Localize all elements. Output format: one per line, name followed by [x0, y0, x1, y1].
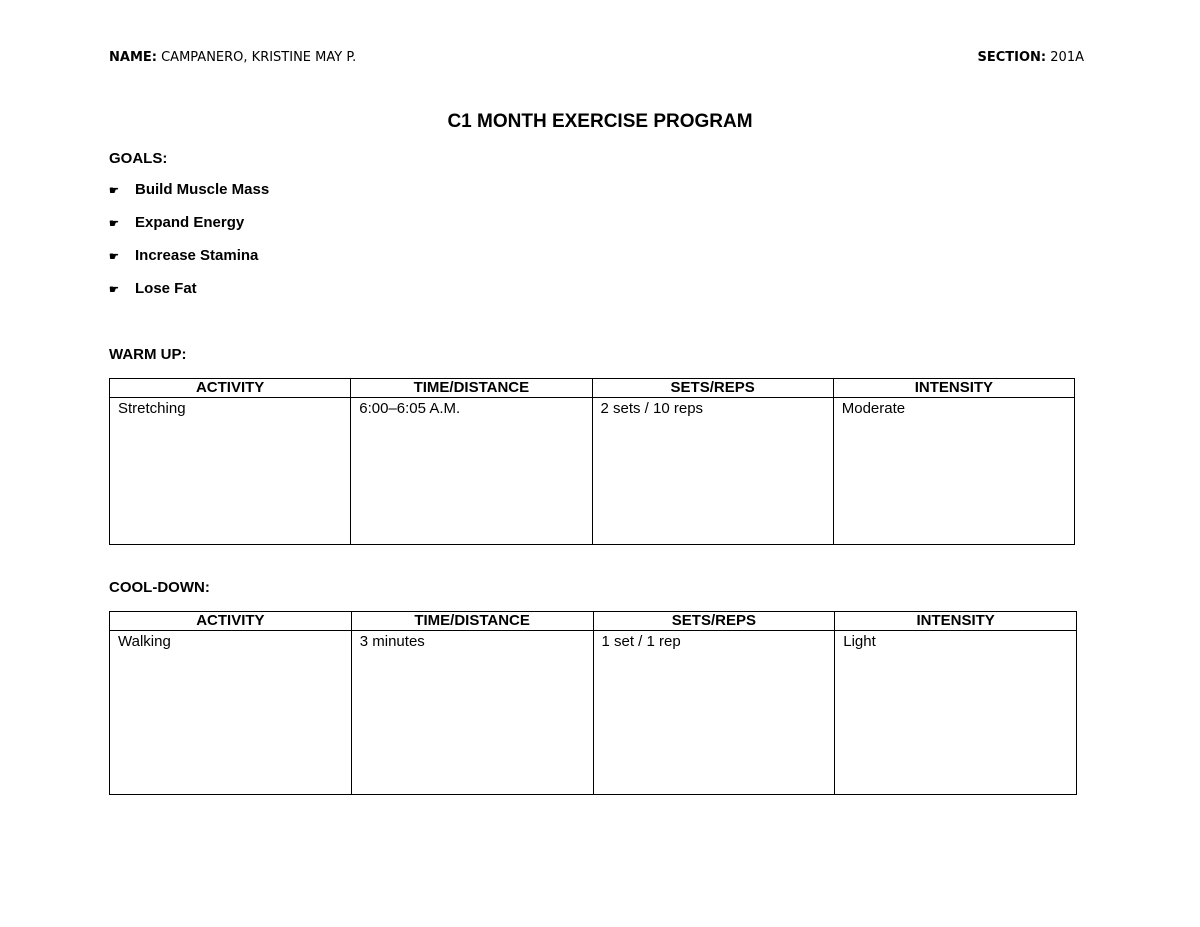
time-distance-cell: 6:00–6:05 A.M. — [351, 398, 592, 545]
goal-item — [109, 280, 269, 313]
warmup-heading: WARM UP: — [109, 346, 187, 363]
pointing-hand-icon: ☛ — [109, 284, 119, 296]
goals-heading: GOALS: — [109, 150, 168, 167]
column-header-sets-reps: SETS/REPS — [592, 379, 833, 398]
section-value: 201A — [1050, 50, 1084, 65]
column-header-time-distance: TIME/DISTANCE — [351, 612, 593, 631]
pointing-hand-icon: ☛ — [109, 218, 119, 230]
name-line — [109, 50, 356, 65]
goal-text: Increase Stamina — [135, 247, 259, 264]
table-header-row — [110, 612, 1077, 631]
section-label: SECTION: — [977, 50, 1047, 65]
table-header-row — [110, 379, 1075, 398]
goal-item — [109, 214, 269, 247]
sets-reps-cell: 2 sets / 10 reps — [592, 398, 833, 545]
pointing-hand-icon: ☛ — [109, 185, 119, 197]
column-header-intensity: INTENSITY — [833, 379, 1074, 398]
activity-cell: Walking — [110, 631, 352, 795]
goal-text: Expand Energy — [135, 214, 245, 231]
cooldown-table — [109, 611, 1077, 795]
goal-text: Build Muscle Mass — [135, 181, 270, 198]
name-value: CAMPANERO, KRISTINE MAY P. — [161, 50, 357, 65]
time-distance-cell: 3 minutes — [351, 631, 593, 795]
column-header-activity: ACTIVITY — [110, 379, 351, 398]
goals-list — [109, 181, 269, 313]
sets-reps-cell: 1 set / 1 rep — [593, 631, 835, 795]
table-row — [110, 631, 1077, 795]
name-label: NAME: — [109, 50, 157, 65]
activity-cell: Stretching — [110, 398, 351, 545]
column-header-intensity: INTENSITY — [835, 612, 1077, 631]
column-header-time-distance: TIME/DISTANCE — [351, 379, 592, 398]
page-title: C1 MONTH EXERCISE PROGRAM — [447, 111, 753, 132]
warmup-table — [109, 378, 1075, 545]
intensity-cell: Light — [835, 631, 1077, 795]
column-header-sets-reps: SETS/REPS — [593, 612, 835, 631]
pointing-hand-icon: ☛ — [109, 251, 119, 263]
cooldown-heading: COOL-DOWN: — [109, 579, 210, 596]
section-line — [978, 50, 1084, 65]
column-header-activity: ACTIVITY — [110, 612, 352, 631]
goal-item — [109, 181, 269, 214]
goal-item — [109, 247, 269, 280]
intensity-cell: Moderate — [833, 398, 1074, 545]
table-row — [110, 398, 1075, 545]
goal-text: Lose Fat — [135, 280, 197, 297]
